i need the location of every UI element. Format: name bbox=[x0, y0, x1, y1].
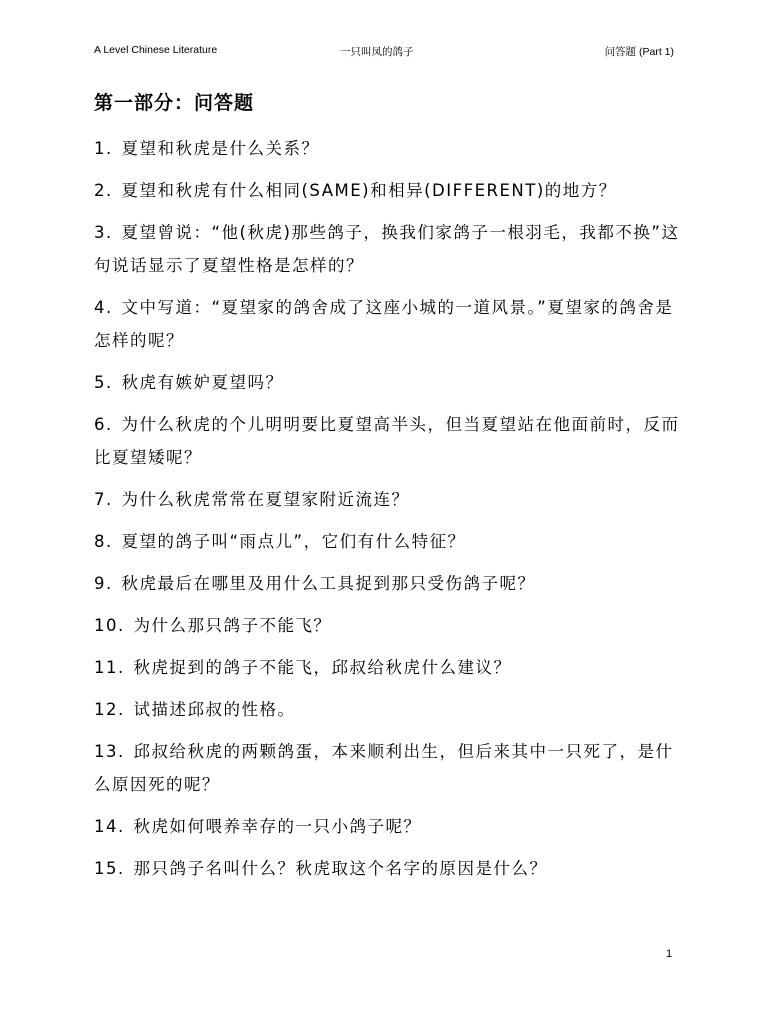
question-number: 15. bbox=[94, 859, 125, 878]
header-course-title: A Level Chinese Literature bbox=[94, 44, 218, 56]
question-text: 文中写道：“夏望家的鸽舍成了这座小城的一道风景。”夏望家的鸽舍是怎样的呢？ bbox=[94, 298, 674, 350]
question-item bbox=[94, 408, 684, 474]
question-text: 夏望曾说：“他(秋虎)那些鸽子，换我们家鸽子一根羽毛，我都不换”这句说话显示了夏望性格是怎样的？ bbox=[94, 223, 680, 275]
question-item bbox=[94, 852, 684, 885]
header-story-title: 一只叫凤的鸽子 bbox=[340, 46, 414, 58]
question-text: 秋虎捉到的鸽子不能飞，邱叔给秋虎什么建议？ bbox=[133, 658, 512, 677]
question-number: 12. bbox=[94, 700, 125, 719]
question-number: 9. bbox=[94, 574, 113, 593]
question-number: 14. bbox=[94, 817, 125, 836]
question-text: 为什么秋虎的个儿明明要比夏望高半头，但当夏望站在他面前时，反而比夏望矮呢？ bbox=[94, 415, 680, 467]
question-text: 为什么秋虎常常在夏望家附近流连？ bbox=[121, 490, 410, 509]
question-number: 8. bbox=[94, 532, 113, 551]
question-text: 那只鸽子名叫什么？秋虎取这个名字的原因是什么？ bbox=[133, 859, 548, 878]
question-text: 夏望和秋虎有什么相同(SAME)和相异(DIFFERENT)的地方？ bbox=[121, 181, 617, 200]
question-text: 秋虎如何喂养幸存的一只小鸽子呢？ bbox=[133, 817, 422, 836]
question-item bbox=[94, 291, 684, 357]
question-text: 秋虎有嫉妒夏望吗？ bbox=[121, 373, 284, 392]
question-text: 为什么那只鸽子不能飞？ bbox=[133, 616, 332, 635]
page-number: 1 bbox=[666, 948, 673, 960]
question-number: 10. bbox=[94, 616, 125, 635]
section-title: 第一部分：问答题 bbox=[94, 92, 255, 114]
question-text: 试描述邱叔的性格。 bbox=[133, 700, 296, 719]
question-item bbox=[94, 216, 684, 282]
question-item bbox=[94, 651, 684, 684]
question-text: 秋虎最后在哪里及用什么工具捉到那只受伤鸽子呢？ bbox=[121, 574, 536, 593]
question-number: 5. bbox=[94, 373, 113, 392]
question-item bbox=[94, 525, 684, 558]
question-text: 夏望和秋虎是什么关系？ bbox=[121, 139, 320, 158]
question-number: 2. bbox=[94, 181, 113, 200]
question-text: 邱叔给秋虎的两颗鸽蛋，本来顺利出生，但后来其中一只死了，是什么原因死的呢？ bbox=[94, 742, 674, 794]
question-text: 夏望的鸽子叫“雨点儿”，它们有什么特征？ bbox=[121, 532, 466, 551]
question-item bbox=[94, 366, 684, 399]
question-number: 3. bbox=[94, 223, 113, 242]
question-item bbox=[94, 810, 684, 843]
question-number: 11. bbox=[94, 658, 125, 677]
question-number: 4. bbox=[94, 298, 113, 317]
question-item bbox=[94, 567, 684, 600]
question-item bbox=[94, 735, 684, 801]
question-item bbox=[94, 132, 684, 165]
question-item bbox=[94, 609, 684, 642]
question-item bbox=[94, 693, 684, 726]
question-number: 1. bbox=[94, 139, 113, 158]
question-list bbox=[94, 132, 684, 894]
header-section-label: 问答题 (Part 1) bbox=[604, 46, 674, 58]
question-item bbox=[94, 174, 684, 207]
page-header bbox=[0, 44, 768, 60]
question-item bbox=[94, 483, 684, 516]
question-number: 6. bbox=[94, 415, 113, 434]
question-number: 7. bbox=[94, 490, 113, 509]
question-number: 13. bbox=[94, 742, 125, 761]
